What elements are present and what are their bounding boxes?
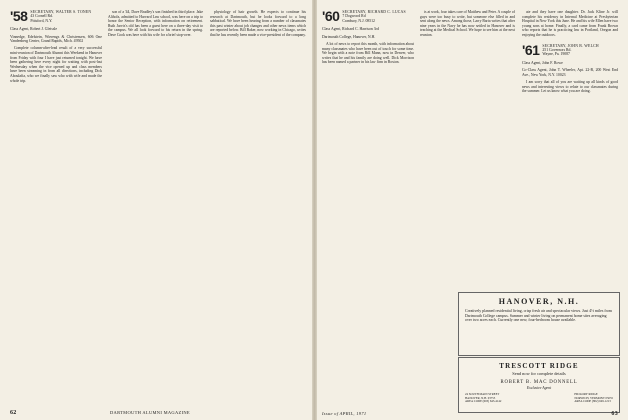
hanover-ad-title: HANOVER, N.H. [498, 297, 580, 306]
right-col-2-body: is at work, four takes care of Matthew and Peter. A couple of guys were too busy to write, but someone else filled in and sent along the news. Among those, Larry Barta writes that after nine years in the Navy he has now settled in Hanover and is teaching at the Medical School. We hope to see him at the next reunion. [420, 10, 515, 37]
left-col-2-body: son of a '44, Dave Bradley's son finished in third place. Jake Altholz, admitted to Harvard Law school, was here on a trip to honor the Senior Reception, with information on retirement. Ruth Jarvis's old has been a guest here on a three-day visit to the campus. We all look forward to his return in the spring. Dave Cook was here with his wife for a brief stop-over. [108, 10, 203, 37]
class-60-number: '60 [322, 10, 340, 24]
hanover-ad-body: Creatively planned residential living, crisp fresh air and spectacular views. Just 4½ miles from Dartmouth College campus. Summer and winter living on permanent home sites averaging over two acres each. Currently one new, four-bedroom house available. [465, 309, 612, 323]
class-61-agent: Class Agent, John F. Rowe [522, 60, 563, 65]
trescott-ad-addresses [465, 393, 613, 404]
right-page-number: 63 [611, 411, 618, 417]
right-footer [322, 411, 618, 416]
class-60-agent: Class Agent, Richard C. Harrison 3rd [322, 27, 379, 32]
trescott-ad-address-left: 24 SOUTH MAIN STREET HANOVER, N.H. 03755 AREA CODE (603) 643-4142 [465, 392, 502, 404]
class-60-header [322, 10, 414, 23]
right-col-3 [522, 10, 618, 290]
left-col-1 [10, 10, 102, 405]
right-col-3-body: ate and they have one daughter. Dr. Jack Kline Jr. will complete his residency in Internal Medicine at Presbyterian Hospital in New York this June. He and his wife Ellen have two young sons at home. Finally, a card came from Frank Brown who reports that he is practicing law in Portland, Oregon and enjoying the outdoors. [522, 10, 618, 37]
class-58-addr2: Pittsford, N.Y. [30, 18, 53, 23]
class-58-header [10, 10, 102, 23]
left-col-3-body: physiology of hair growth. He expects to continue his research at Dartmouth, but he looks forward to a long sabbatical. We have been hearing from a number of classmates this past winter about job changes and other news items which are reported below. Bill Baker, now working in Chicago, writes that he has recently been made a vice-president of the company. [210, 10, 306, 37]
class-60-addr2: Cranbury, N.J. 08512 [342, 18, 375, 23]
class-61-number: '61 [522, 41, 540, 58]
class-58-body: Complete column-after-lead result of a very successful mini-reunion of Dartmouth Alumni this Weekend in Hanover from Friday with four I have just returned tonight. We have been gathering here every night for waiting with post-last Wednesday when the vice opened up and class members have been streaming in from all directions, including Dick Aboulafia, who we finally saw who with wife and made the whole trip. [10, 46, 102, 83]
class-58-number: '58 [10, 10, 28, 24]
class-61-header [522, 41, 618, 58]
class-58-secretary: SECRETARY, WALTER S. TONEN [30, 10, 92, 14]
class-58-addr1: 43 Cornell Rd. [30, 14, 53, 19]
hanover-ad [458, 292, 620, 356]
class-61-addr2: Wayne, Pa. 19087 [542, 52, 570, 57]
left-footer-title: DARTMOUTH ALUMNI MAGAZINE [110, 410, 190, 415]
class-60-secretary-block [342, 10, 405, 23]
class-60-secretary: SECRETARY, RICHARD C. LUCAS [342, 10, 406, 14]
class-58-secretary-block [30, 10, 91, 23]
class-58-agent: Class Agent, Robert J. Gleissle [10, 27, 58, 32]
class-58-agent-addr: Vinnedge, Edelstein, Wierengs & Christensen, 606 One Vandenberg Center, Grand Rapids, Mich. 49502 [10, 34, 102, 44]
class-60-agent-addr: Dartmouth College, Hanover, N.H. [322, 34, 376, 39]
right-col-1 [322, 10, 414, 405]
right-footer-title: Issue of APRIL, 1971 [322, 411, 367, 416]
trescott-ad-agent-role: Exclusive Agent [526, 386, 552, 390]
class-61-agent-addr: Co-Class Agent, John T. Wheeler, Apt. 22-B, 200 West End Ave., New York, N.Y. 10023 [522, 68, 618, 77]
left-footer [10, 410, 306, 416]
class-60-body: A lot of news to report this month, with information about many classmates who have been out of touch for some time. We begin with a note from Bill Mann, now in Denver, who writes that he and his family are doing well. Dick Morrison has been named a partner in his law firm in Boston. [322, 42, 414, 65]
left-page-number: 62 [10, 410, 17, 416]
class-61-addr1: 251 Governors Rd. [542, 47, 572, 52]
trescott-ad-subtitle: Send now for complete details [512, 371, 566, 376]
left-col-3 [210, 10, 306, 405]
trescott-ad-agent-name: ROBERT B. MAC DONNELL [500, 380, 578, 385]
left-col-2 [108, 10, 203, 405]
page-gutter [312, 0, 317, 420]
trescott-ad-address-right: HICKORY RIDGE NORWICH, VERMONT 05055 AREA CODE (802) 649-1213 [574, 392, 613, 404]
trescott-ad-title: TRESCOTT RIDGE [499, 362, 579, 370]
class-61-body: I am sorry that all of you are waiting up all kinds of good news and interesting views to relate to our classmates during the summer. Let us know what you are doing. [522, 80, 618, 94]
class-61-secretary-block [542, 44, 598, 57]
trescott-ad [458, 357, 620, 413]
class-61-secretary: SECRETARY, JOHN B. WELCH [542, 43, 599, 48]
class-60-addr1: 7 Dogwood Rd [342, 14, 366, 19]
